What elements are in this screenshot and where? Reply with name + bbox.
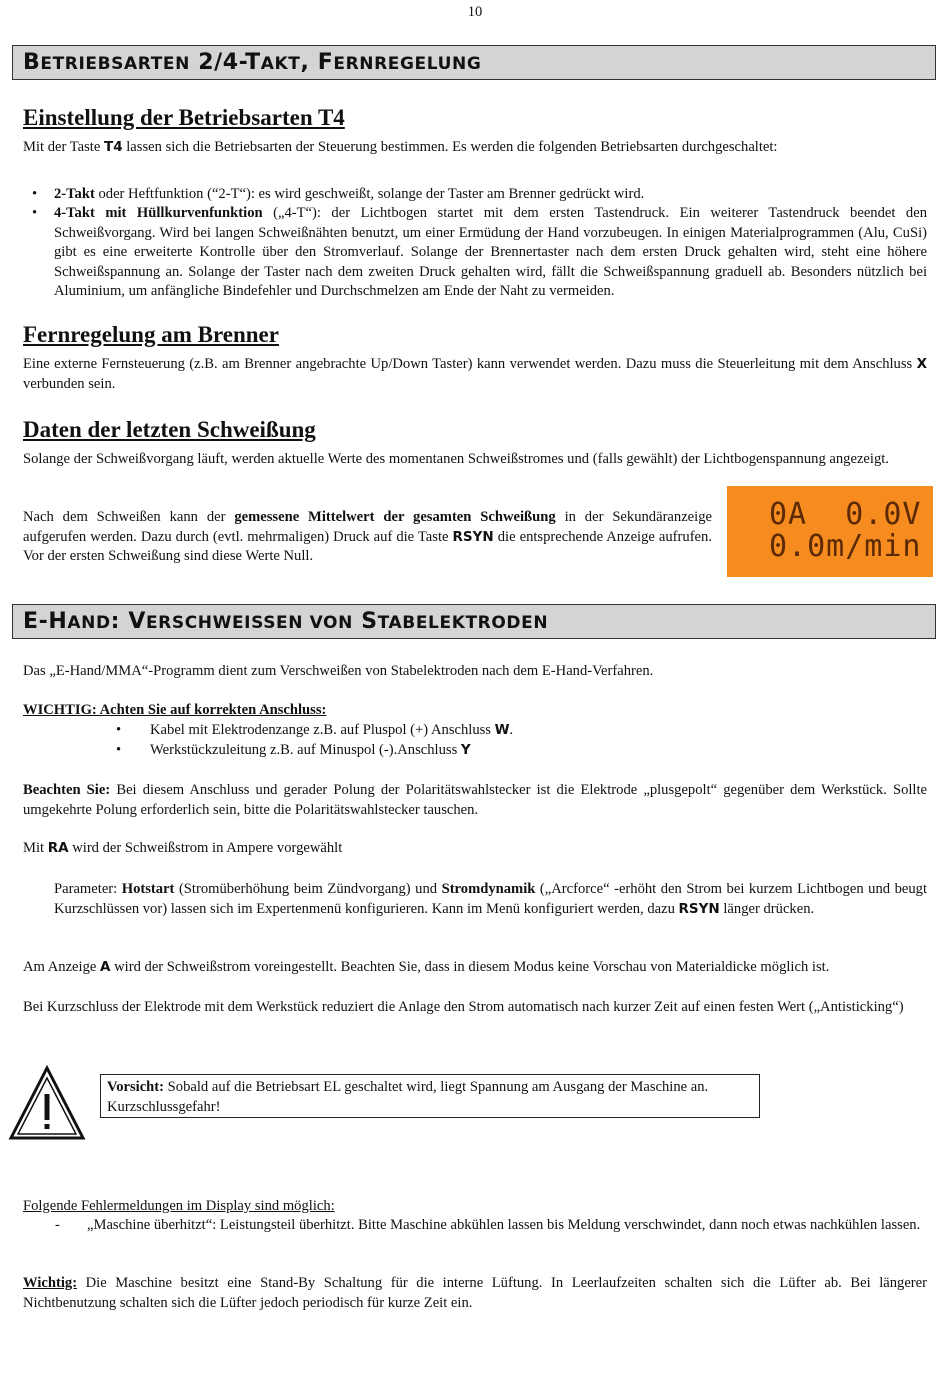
error-overheat: „Maschine überhitzt“: Leistungsteil überhitzt. Bitte Maschine abkühlen lassen bis Meldung verschwindet, dann noch etwas nachkühlen lassen. <box>87 1217 921 1233</box>
text: wird der Schweißstrom voreingestellt. Beachten Sie, dass in diesem Modus keine Vorschau von Materialdicke möglich ist. <box>110 959 830 975</box>
lcd-display <box>727 486 933 577</box>
errors-label-text: Folgende Fehlermeldungen im Display sind möglich: <box>23 1198 335 1214</box>
title-part: TABELEKTRODEN <box>377 613 549 633</box>
heading-fernregelung: Fernregelung am Brenner <box>23 322 279 347</box>
connection-1 <box>150 721 850 741</box>
parameter-text <box>54 880 927 919</box>
bullet-dot: • <box>32 186 38 202</box>
text: länger drücken. <box>719 900 815 917</box>
title-part: AND <box>67 613 111 633</box>
title-part: , F <box>300 50 334 75</box>
section-title-e-hand <box>12 604 936 639</box>
text: lassen sich die Betriebsarten der Steuerung bestimmen. Es werden die folgenden Betriebsarten durchgeschaltet: <box>122 139 778 155</box>
key-label: RSYN <box>452 528 494 545</box>
lastweld-para2 <box>23 508 712 567</box>
term: Vorsicht: <box>107 1079 165 1095</box>
error-dash: - <box>55 1217 60 1233</box>
term: 4-Takt mit Hüllkurvenfunktion <box>54 205 263 221</box>
term: 2-Takt <box>54 186 95 202</box>
text: Eine externe Fernsteuerung (z.B. am Brenner angebrachte Up/Down Taster) kann verwendet werden. Dazu muss die Steuerleitung mit dem Anschluss <box>23 356 917 372</box>
text: (Stromüberhöhung beim Zündvorgang) und <box>174 881 442 897</box>
warning-triangle-icon <box>8 1064 86 1142</box>
antisticking-text: Bei Kurzschluss der Elektrode mit dem Werkstück reduziert die Anlage den Strom automatisch nach kurzer Zeit auf einen festen Wert („Antisticking“) <box>23 999 904 1015</box>
key-label: RA <box>47 840 69 856</box>
warning-box <box>100 1074 760 1118</box>
page-number: 10 <box>467 4 483 20</box>
text: in der Sekundäranzeige aufgerufen werden. Dazu durch (evtl. mehrmaligen) Druck auf die Taste <box>23 509 712 545</box>
text: („4-T“): der Lichtbogen startet mit dem ersten Tastendruck. Ein weiterer Tastendruck beendet den Schweißvorgang. Wird bei langen Schweißnähten benutzt, um einer Ermüdung der Hand vorzubeugen. In einigen Materialprogrammen (Alu, CuSi) gibt es eine erweiterte Kontrolle über den Stromverlauf. Solange der Brennertaster nach dem ersten Druck gehalten wird, steht eine höhere Schweißspannung an. Solange der Taster nach dem zweiten Druck gehalten wird, fällt die Schweißspannung graduell ab. Besonders nützlich bei Aluminium, um anfängliche Bindefehler und Durchschmelzen am Ende der Naht zu vermeiden. <box>54 205 927 299</box>
bullet-dot: • <box>116 722 122 738</box>
important-text: WICHTIG: Achten Sie auf korrekten Anschluss: <box>23 702 327 718</box>
text: Mit der Taste <box>23 139 104 155</box>
text: Bei diesem Anschluss und gerader Polung der Polaritätswahlstecker ist die Elektrode „plusgepolt“ gegenüber dem Werkstück. Sollte umgekehrte Polung erforderlich sein, bitte die Polaritätswahlstecker tauschen. <box>23 782 928 818</box>
bullet-dot: • <box>32 205 38 221</box>
key-label: Y <box>460 742 471 758</box>
key-label: X <box>916 356 927 372</box>
key-label: A <box>100 959 111 975</box>
term: Wichtig: <box>23 1275 78 1291</box>
text: Mit <box>23 840 48 856</box>
term: Stromdynamik <box>441 881 536 897</box>
lcd-line-2: 0.0m/min <box>769 529 922 564</box>
title-part: ERNREGELUNG <box>333 54 482 74</box>
ehand-intro: Das „E-Hand/MMA“-Programm dient zum Verschweißen von Stabelektroden nach dem E-Hand-Verfahren. <box>23 663 654 679</box>
section-title-betriebsarten <box>12 45 936 80</box>
key-label: RSYN <box>678 900 720 917</box>
text: Die Maschine besitzt eine Stand-By Schaltung für die interne Lüftung. In Leerlaufzeiten schalten sich die Lüfter ab. Bei längerer Nichtbenutzung schalten sich die Lüfter jedoch periodisch für kurze Zeit ein. <box>23 1275 927 1311</box>
important-label <box>23 701 927 721</box>
title-part: AKT <box>260 54 301 74</box>
title-part: : V <box>110 609 146 634</box>
text: („Arcforce“ -erhöht den Strom bei kurzem Lichtbogen und beugt Kurzschlüssen vor) lassen sich im Expertenmenü konfigurieren. Kann im Menü konfiguriert werden, dazu <box>54 881 927 917</box>
key-label: T4 <box>104 139 123 155</box>
lcd-line-1: 0A 0.0V <box>769 497 922 532</box>
text: oder Heftfunktion (“2-T“): es wird geschweißt, solange der Taster am Brenner gedrückt wird. <box>94 186 645 202</box>
text: verbunden sein. <box>23 375 116 392</box>
title-part: ERSCHWEISSEN VON <box>145 613 353 633</box>
errors-label <box>23 1197 927 1217</box>
t4-intro <box>23 138 927 158</box>
heading-letzte-schweissung: Daten der letzten Schweißung <box>23 417 316 442</box>
bullet-dot: • <box>116 742 122 758</box>
standby-note <box>23 1274 927 1313</box>
term: gemessene Mittelwert der gesamten Schweißung <box>234 509 556 525</box>
title-part: S <box>352 609 378 634</box>
anzeige-a-text <box>23 958 927 978</box>
key-label: W <box>494 722 510 738</box>
text: Nach dem Schweißen kann der <box>23 509 235 525</box>
term: Beachten Sie: <box>23 782 111 798</box>
bullet-2takt <box>54 185 927 205</box>
text: Sobald auf die Betriebsart EL geschaltet wird, liegt Spannung am Ausgang der Maschine an. Kurzschlussgefahr! <box>107 1079 709 1115</box>
title-part: 2/4-T <box>189 50 261 75</box>
title-part: ETRIEBSARTEN <box>40 54 190 74</box>
heading-t4: Einstellung der Betriebsarten T4 <box>23 105 345 130</box>
text: Kabel mit Elektrodenzange z.B. auf Pluspol (+) Anschluss <box>150 722 495 738</box>
text: Am Anzeige <box>23 959 101 975</box>
text: . <box>509 722 514 738</box>
remote-text <box>23 355 927 394</box>
text: Parameter: <box>54 881 122 897</box>
text: die entsprechende Anzeige aufrufen. Vor der ersten Schweißung sind diese Werte Null. <box>23 528 712 564</box>
title-part: B <box>23 50 41 75</box>
ra-text <box>23 839 927 859</box>
connection-2 <box>150 741 850 761</box>
text: wird der Schweißstrom in Ampere vorgewählt <box>68 840 343 856</box>
bullet-4takt <box>54 204 927 302</box>
polarity-note <box>23 781 927 820</box>
text: Werkstückzuleitung z.B. auf Minuspol (-).Anschluss <box>150 742 461 758</box>
term: Hotstart <box>121 881 175 897</box>
lastweld-para1: Solange der Schweißvorgang läuft, werden aktuelle Werte des momentanen Schweißstromes und (falls gewählt) der Lichtbogenspannung angezeigt. <box>23 451 889 467</box>
title-part: E-H <box>23 609 68 634</box>
